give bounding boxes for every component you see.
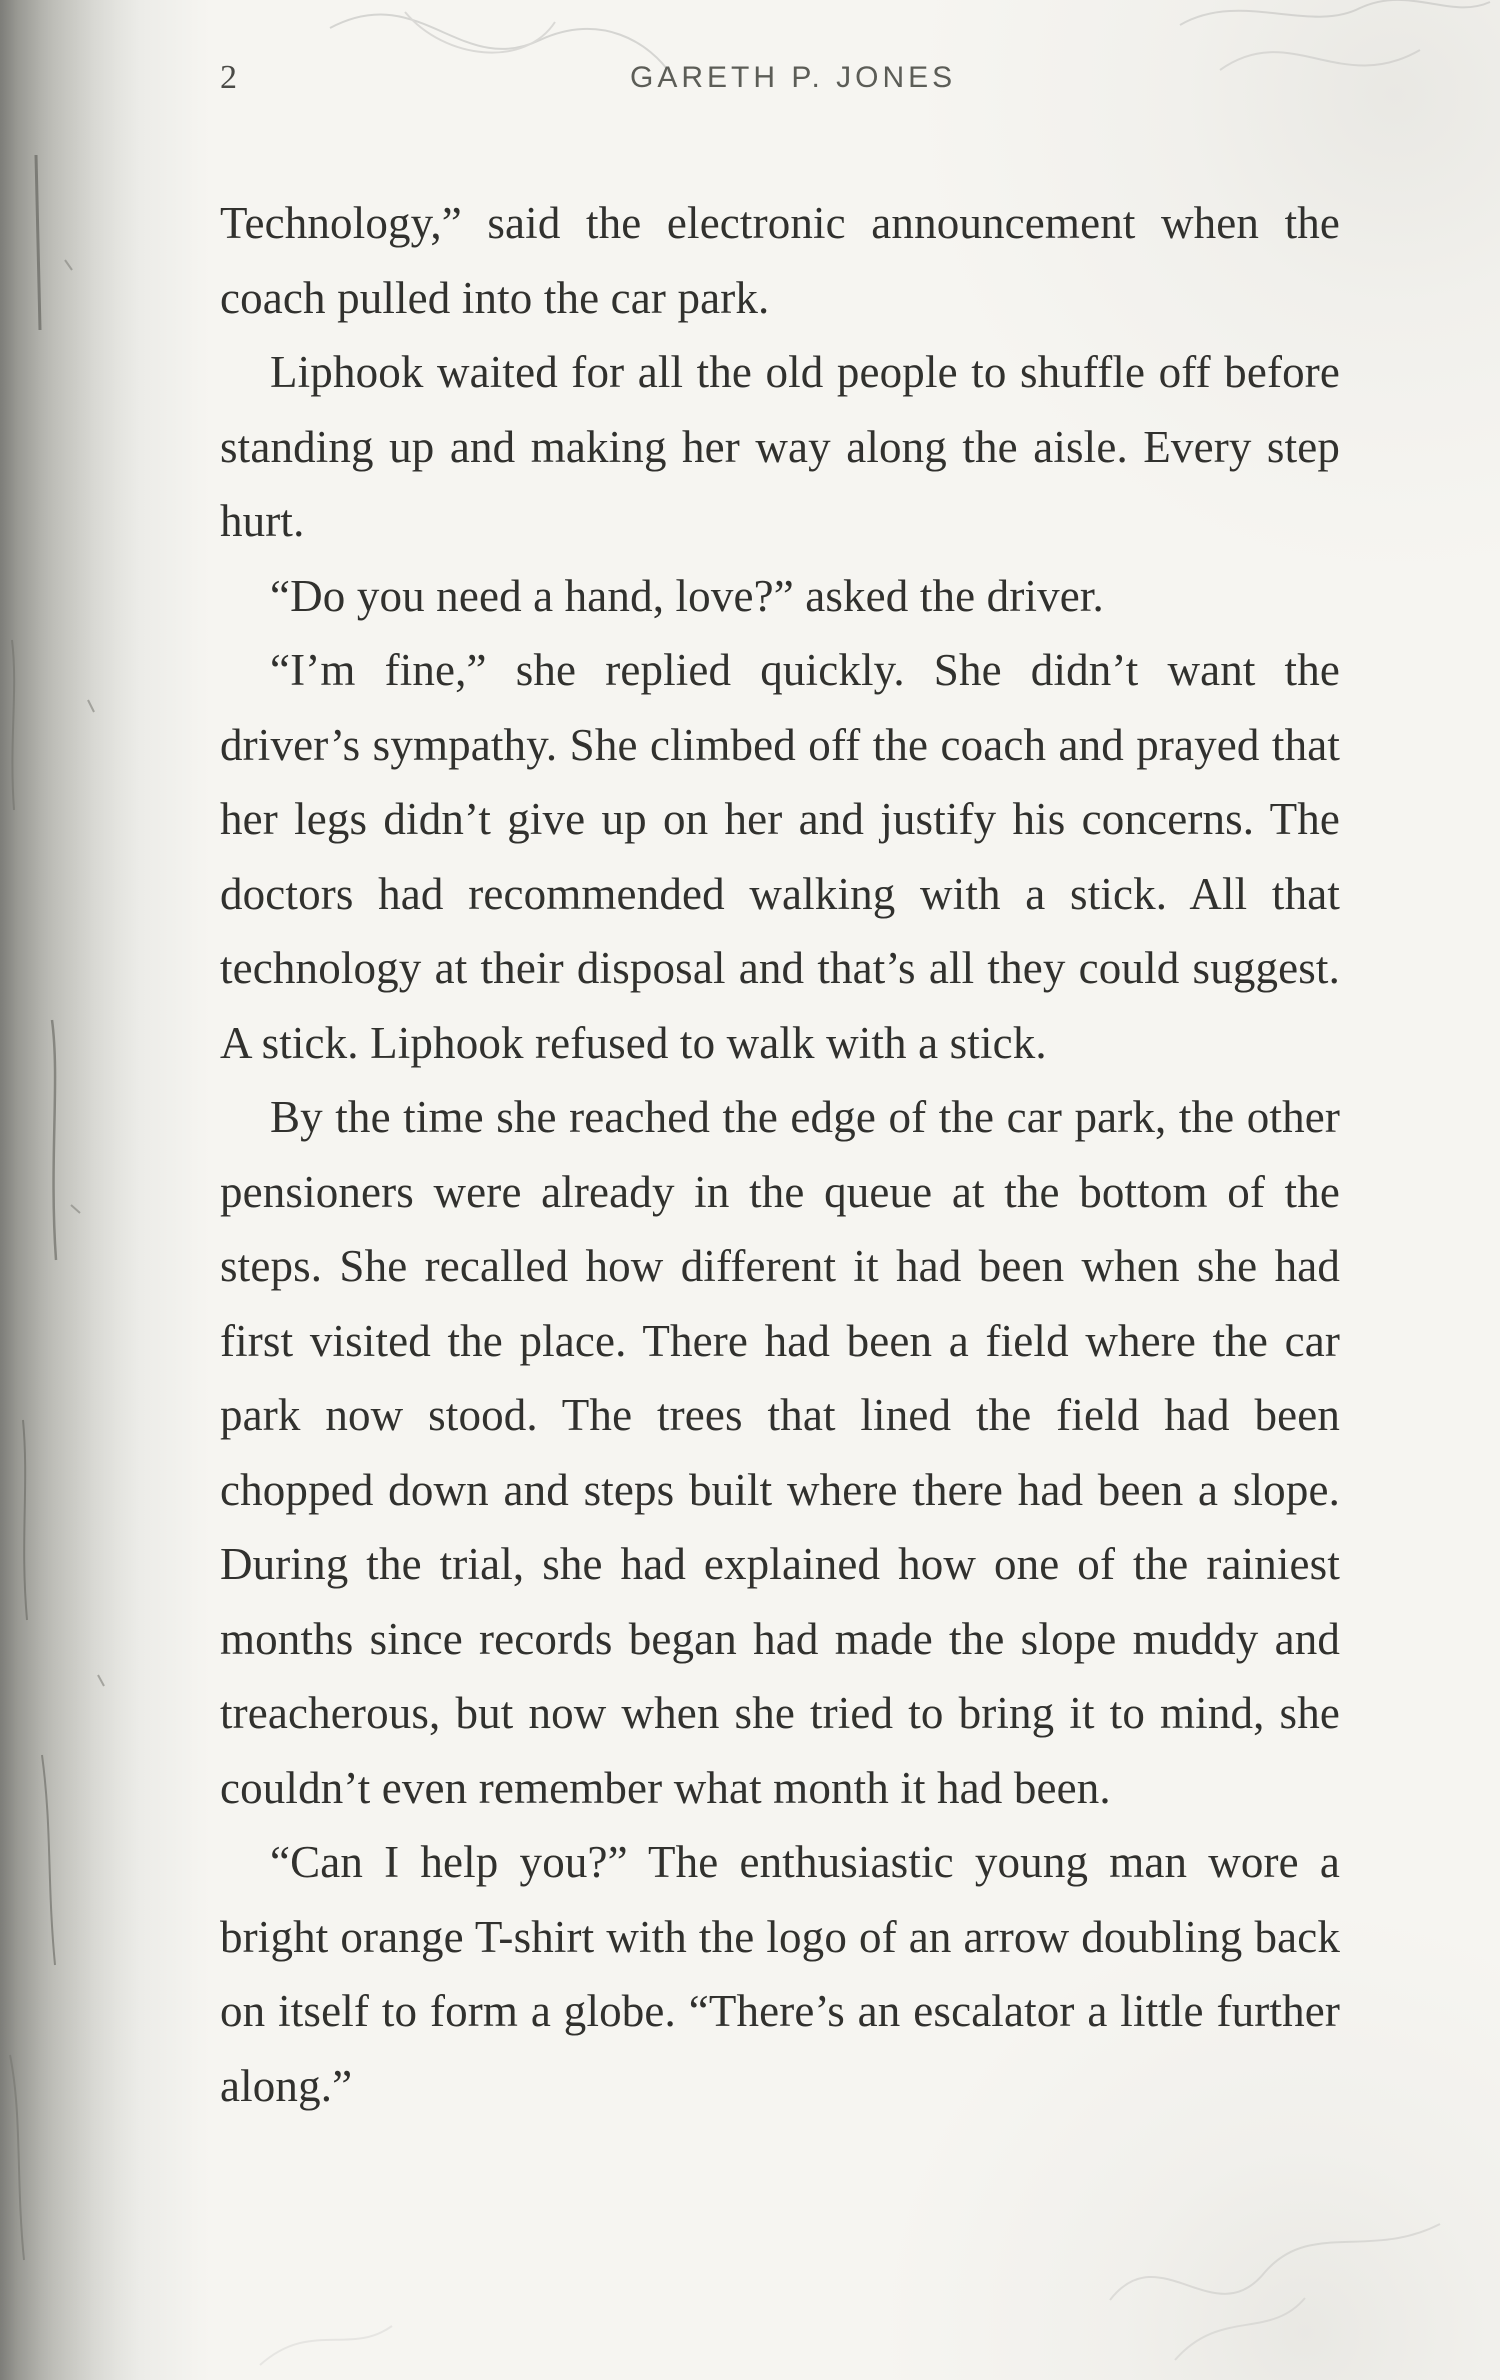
- paragraph: “Can I help you?” The enthusiastic young man wore a bright orange T-shirt with the logo of an arrow doubling back on itself to form a globe. “There’s an escalator a little further along.”: [220, 1837, 1340, 2111]
- paragraph: “I’m fine,” she replied quickly. She didn’t want the driver’s sympathy. She climbed off the coach and prayed that her legs didn’t give up on her and justify his concerns. The doctors had recommended walking with a stick. All that technology at their disposal and that’s all they could suggest. A stick. Liphook refused to walk with a stick.: [220, 645, 1340, 1068]
- paragraph-continuation: Technology,” said the electronic announcement when the coach pulled into the car park.: [220, 198, 1340, 323]
- scanned-edge-texture: [0, 0, 230, 2380]
- paragraph: “Do you need a hand, love?” asked the driver.: [270, 570, 1104, 621]
- decorative-bottom-swirls: [0, 2190, 1500, 2380]
- paragraph: By the time she reached the edge of the car park, the other pensioners were already in the queue at the bottom of the steps. She recalled how different it had been when she had first visited the place. There had been a field where the car park now stood. The trees that lined the field had been chopped down and steps built where there had been a slope. During the trial, she had explained how one of the rainiest months since records began had made the slope muddy and treacherous, but now when she tried to bring it to mind, she couldn’t even remember what month it had been.: [220, 1092, 1340, 1813]
- running-head: GARETH P. JONES: [630, 61, 957, 94]
- body-text: [220, 186, 1340, 2123]
- page-number: 2: [220, 59, 237, 96]
- paragraph: Liphook waited for all the old people to shuffle off before standing up and making her way along the aisle. Every step hurt.: [220, 347, 1340, 546]
- page-header: [0, 56, 1500, 100]
